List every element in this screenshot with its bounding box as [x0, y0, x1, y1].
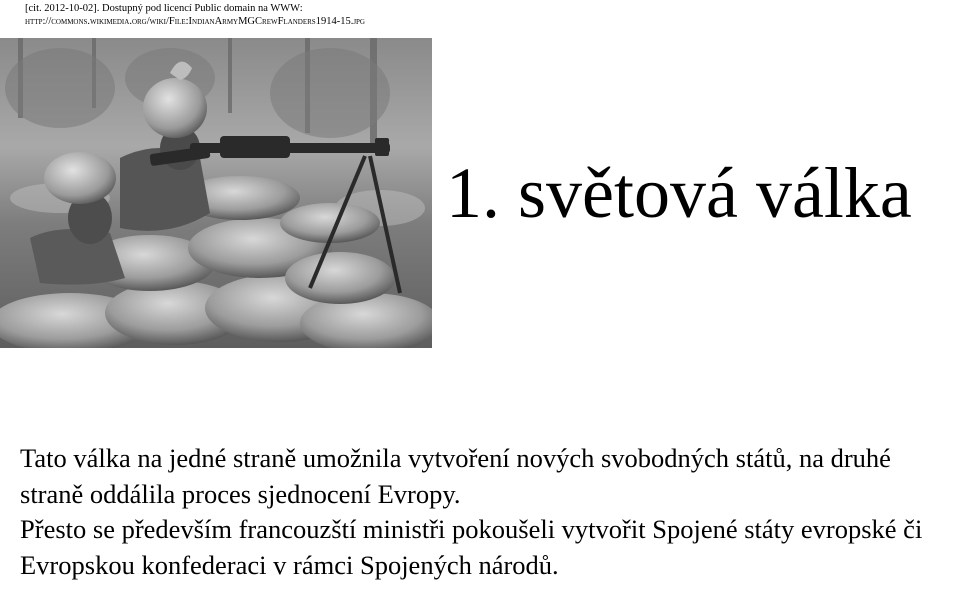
soldiers-machine-gun-photo — [0, 38, 432, 348]
slide-title: 1. světová válka — [446, 153, 912, 233]
citation-line-2: http://commons.wikimedia.org/wiki/File:IndianArmyMGCrewFlanders1914-15.jpg — [25, 16, 365, 27]
body-paragraph-2: Přesto se především francouzští ministři pokoušeli vytvořit Spojené státy evropské či Evropskou konfederaci v rámci Spojených národů. — [20, 514, 923, 580]
image-citation — [25, 2, 455, 28]
body-paragraph-1: Tato válka na jedné straně umožnila vytvoření nových svobodných států, na druhé straně oddálila proces sjednocení Evropy. — [20, 443, 891, 509]
citation-line-1: [cit. 2012-10-02]. Dostupný pod licencí Public domain na WWW: — [25, 3, 303, 14]
body-text — [20, 441, 955, 583]
